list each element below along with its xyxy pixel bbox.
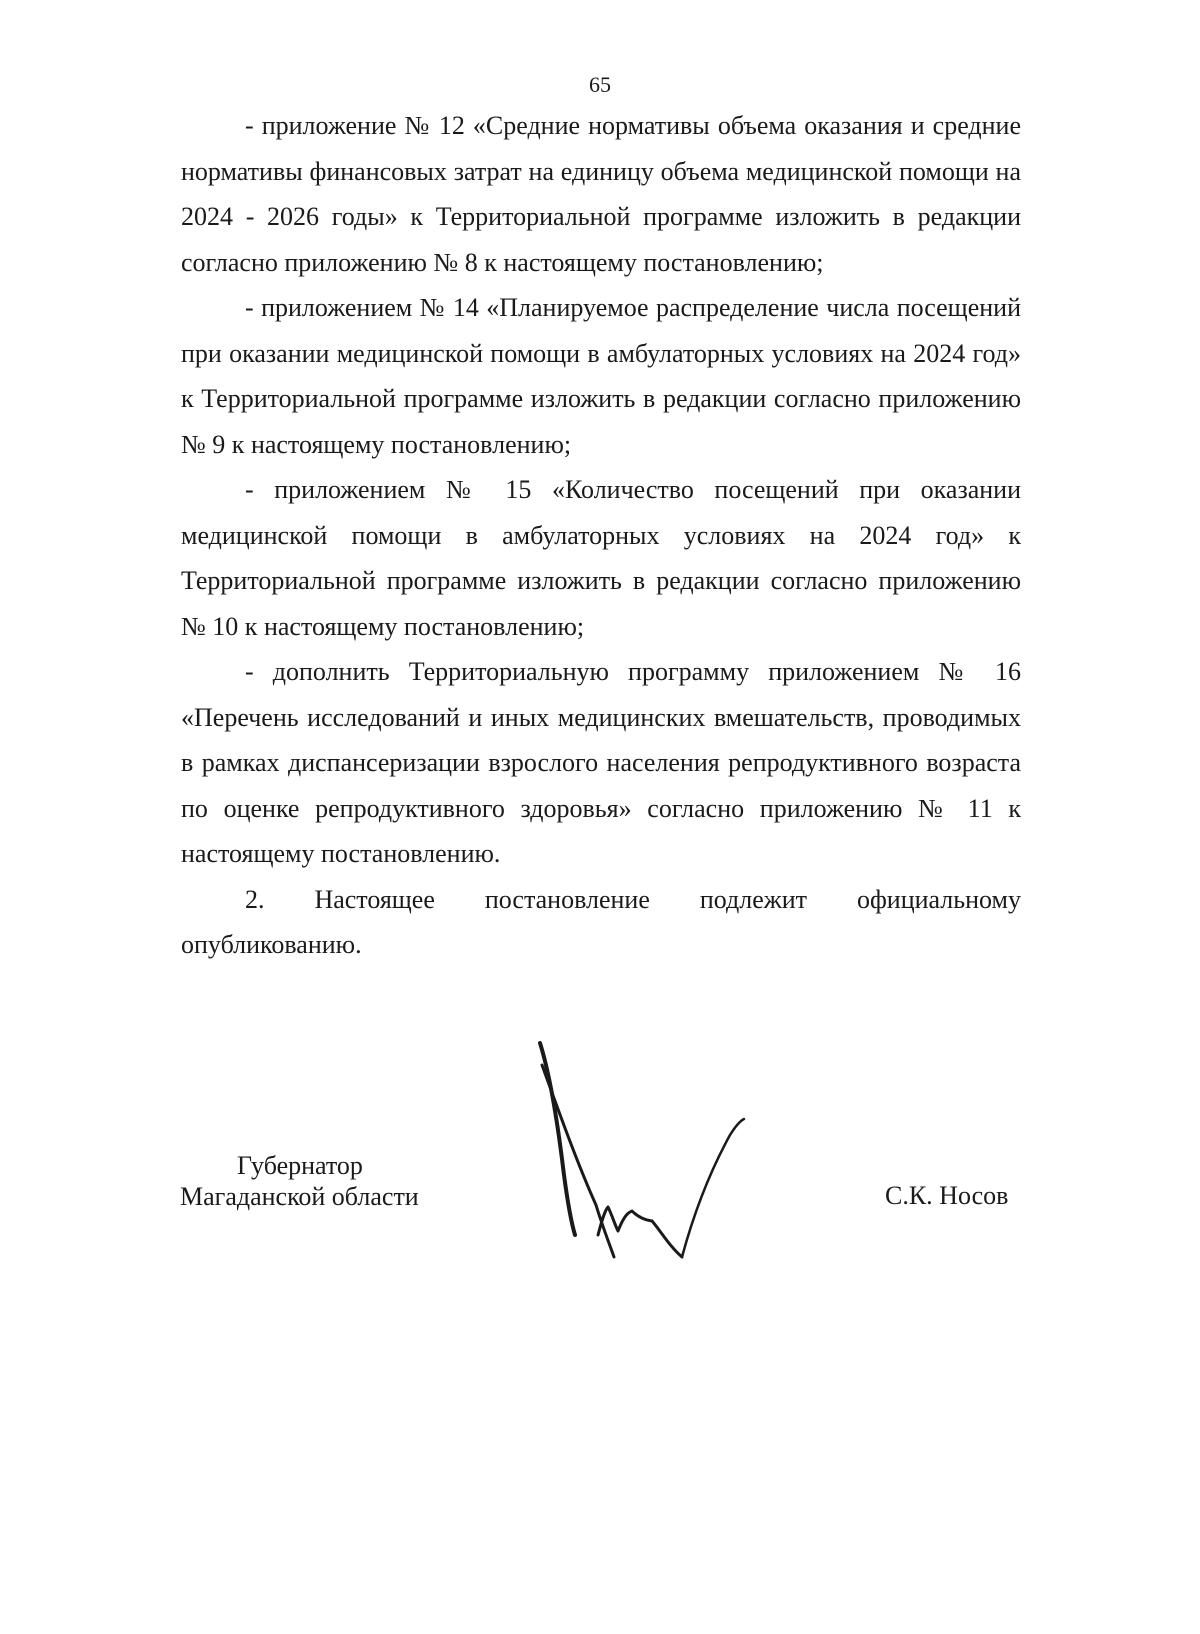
signatory-name: С.К. Носов xyxy=(885,1181,1009,1210)
paragraph-publication: 2. Настоящее постановление подлежит официальному опубликованию. xyxy=(181,884,1021,959)
paragraph-appendix-14: - приложением № 14 «Планируемое распределение числа посещений при оказании медицинской помощи в амбулаторных условиях на 2024 год» к Территориальной программе изложить в редакции согласно приложению № 9 к настоящему постановлению; xyxy=(181,293,1021,459)
handwritten-signature-icon xyxy=(520,1035,780,1280)
signatory-title-line1: Губернатор xyxy=(237,1151,363,1180)
document-body xyxy=(181,103,1021,968)
signatory-title-line2: Магаданской области xyxy=(180,1182,419,1211)
page-number: 65 xyxy=(589,72,611,97)
paragraph-appendix-15: - приложением № 15 «Количество посещений при оказании медицинской помощи в амбулаторных условиях на 2024 год» к Территориальной программе изложить в редакции согласно приложению № 10 к настоящему постановлению; xyxy=(181,475,1021,641)
paragraph-appendix-16: - дополнить Территориальную программу приложением № 16 «Перечень исследований и иных медицинских вмешательств, проводимых в рамках диспансеризации взрослого населения репродуктивного возраста по оценке репродуктивного здоровья» согласно приложению № 11 к настоящему постановлению. xyxy=(181,657,1021,868)
paragraph-appendix-12: - приложение № 12 «Средние нормативы объема оказания и средние нормативы финансовых затрат на единицу объема медицинской помощи на 2024 - 2026 годы» к Территориальной программе изложить в редакции согласно приложению № 8 к настоящему постановлению; xyxy=(181,111,1021,277)
signatory-title xyxy=(180,1150,430,1212)
